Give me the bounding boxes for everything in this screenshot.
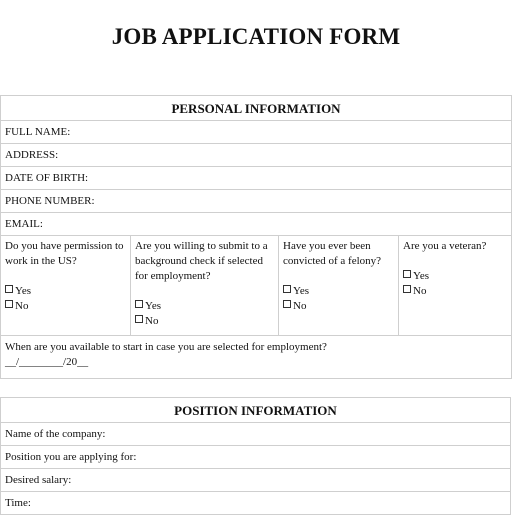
checkbox-icon[interactable] (135, 300, 143, 308)
time-field[interactable]: Time: (1, 492, 511, 515)
full-name-field[interactable]: FULL NAME: (1, 121, 512, 144)
desired-salary-field[interactable]: Desired salary: (1, 469, 511, 492)
question-text: Are you a veteran? (403, 240, 487, 252)
checkbox-icon[interactable] (403, 285, 411, 293)
no-option[interactable]: No (135, 314, 274, 329)
yes-option[interactable]: Yes (283, 284, 394, 299)
yes-option[interactable]: Yes (135, 299, 274, 314)
work-permission-question (1, 236, 131, 336)
question-text: Do you have permission to work in the US? (5, 240, 124, 267)
form-title: JOB APPLICATION FORM (111, 24, 401, 49)
start-date-blank[interactable]: __/________/20__ (5, 356, 89, 368)
felony-question (279, 236, 399, 336)
yes-option[interactable]: Yes (403, 269, 507, 284)
veteran-question (399, 236, 512, 336)
checkbox-icon[interactable] (135, 315, 143, 323)
checkbox-icon[interactable] (5, 285, 13, 293)
position-information-heading: POSITION INFORMATION (1, 398, 511, 423)
no-option[interactable]: No (403, 284, 507, 299)
position-applying-field[interactable]: Position you are applying for: (1, 446, 511, 469)
position-information-table (0, 397, 511, 515)
question-text: Have you ever been convicted of a felony? (283, 240, 382, 267)
checkbox-icon[interactable] (283, 285, 291, 293)
email-field[interactable]: EMAIL: (1, 213, 512, 236)
checkbox-icon[interactable] (5, 300, 13, 308)
phone-number-field[interactable]: PHONE NUMBER: (1, 190, 512, 213)
availability-field[interactable] (1, 336, 512, 379)
background-check-question (131, 236, 279, 336)
checkbox-icon[interactable] (403, 270, 411, 278)
address-field[interactable]: ADDRESS: (1, 144, 512, 167)
personal-information-heading: PERSONAL INFORMATION (1, 96, 512, 121)
date-of-birth-field[interactable]: DATE OF BIRTH: (1, 167, 512, 190)
checkbox-icon[interactable] (283, 300, 291, 308)
company-name-field[interactable]: Name of the company: (1, 423, 511, 446)
question-text: Are you willing to submit to a background check if selected for employment? (135, 240, 268, 282)
no-option[interactable]: No (283, 299, 394, 314)
yes-option[interactable]: Yes (5, 284, 126, 299)
availability-question: When are you available to start in case you are selected for employment? (5, 341, 327, 353)
personal-information-table (0, 95, 512, 379)
no-option[interactable]: No (5, 299, 126, 314)
